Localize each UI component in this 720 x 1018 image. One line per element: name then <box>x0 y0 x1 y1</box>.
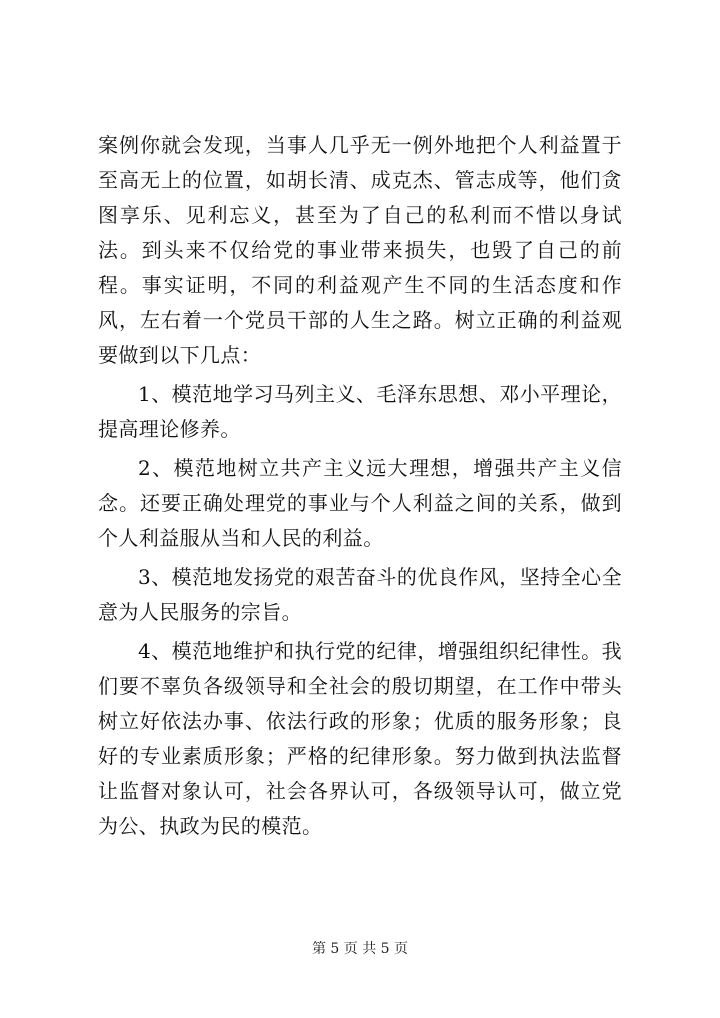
paragraph-point-4: 4、模范地维护和执行党的纪律，增强组织纪律性。我们要不辜负各级领导和全社会的殷切期望，在工作中带头树立好依法办事、依法行政的形象；优质的服务形象；良好的专业素质形象；严格的纪律形象。努力做到执法监督让监督对象认可，社会各界认可，各级领导认可，做立党为公、执政为民的模范。 <box>98 639 622 838</box>
paragraph-point-1: 1、模范地学习马列主义、毛泽东思想、邓小平理论，提高理论修养。 <box>98 382 622 441</box>
paragraph-point-3: 3、模范地发扬党的艰苦奋斗的优良作风，坚持全心全意为人民服务的宗旨。 <box>98 565 622 624</box>
paragraph-intro: 案例你就会发现，当事人几乎无一例外地把个人利益置于至高无上的位置，如胡长清、成克杰、管志成等，他们贪图享乐、见利忘义，甚至为了自己的私利而不惜以身试法。到头来不仅给党的事业带来损失，也毁了自己的前程。事实证明，不同的利益观产生不同的生活态度和作风，左右着一个党员干部的人生之路。树立正确的利益观要做到以下几点： <box>98 133 622 367</box>
document-body <box>98 128 622 844</box>
page-number-footer: 第 5 页 共 5 页 <box>311 941 409 957</box>
paragraph-point-2: 2、模范地树立共产主义远大理想，增强共产主义信念。还要正确处理党的事业与个人利益之间的关系，做到个人利益服从当和人民的利益。 <box>98 456 622 550</box>
